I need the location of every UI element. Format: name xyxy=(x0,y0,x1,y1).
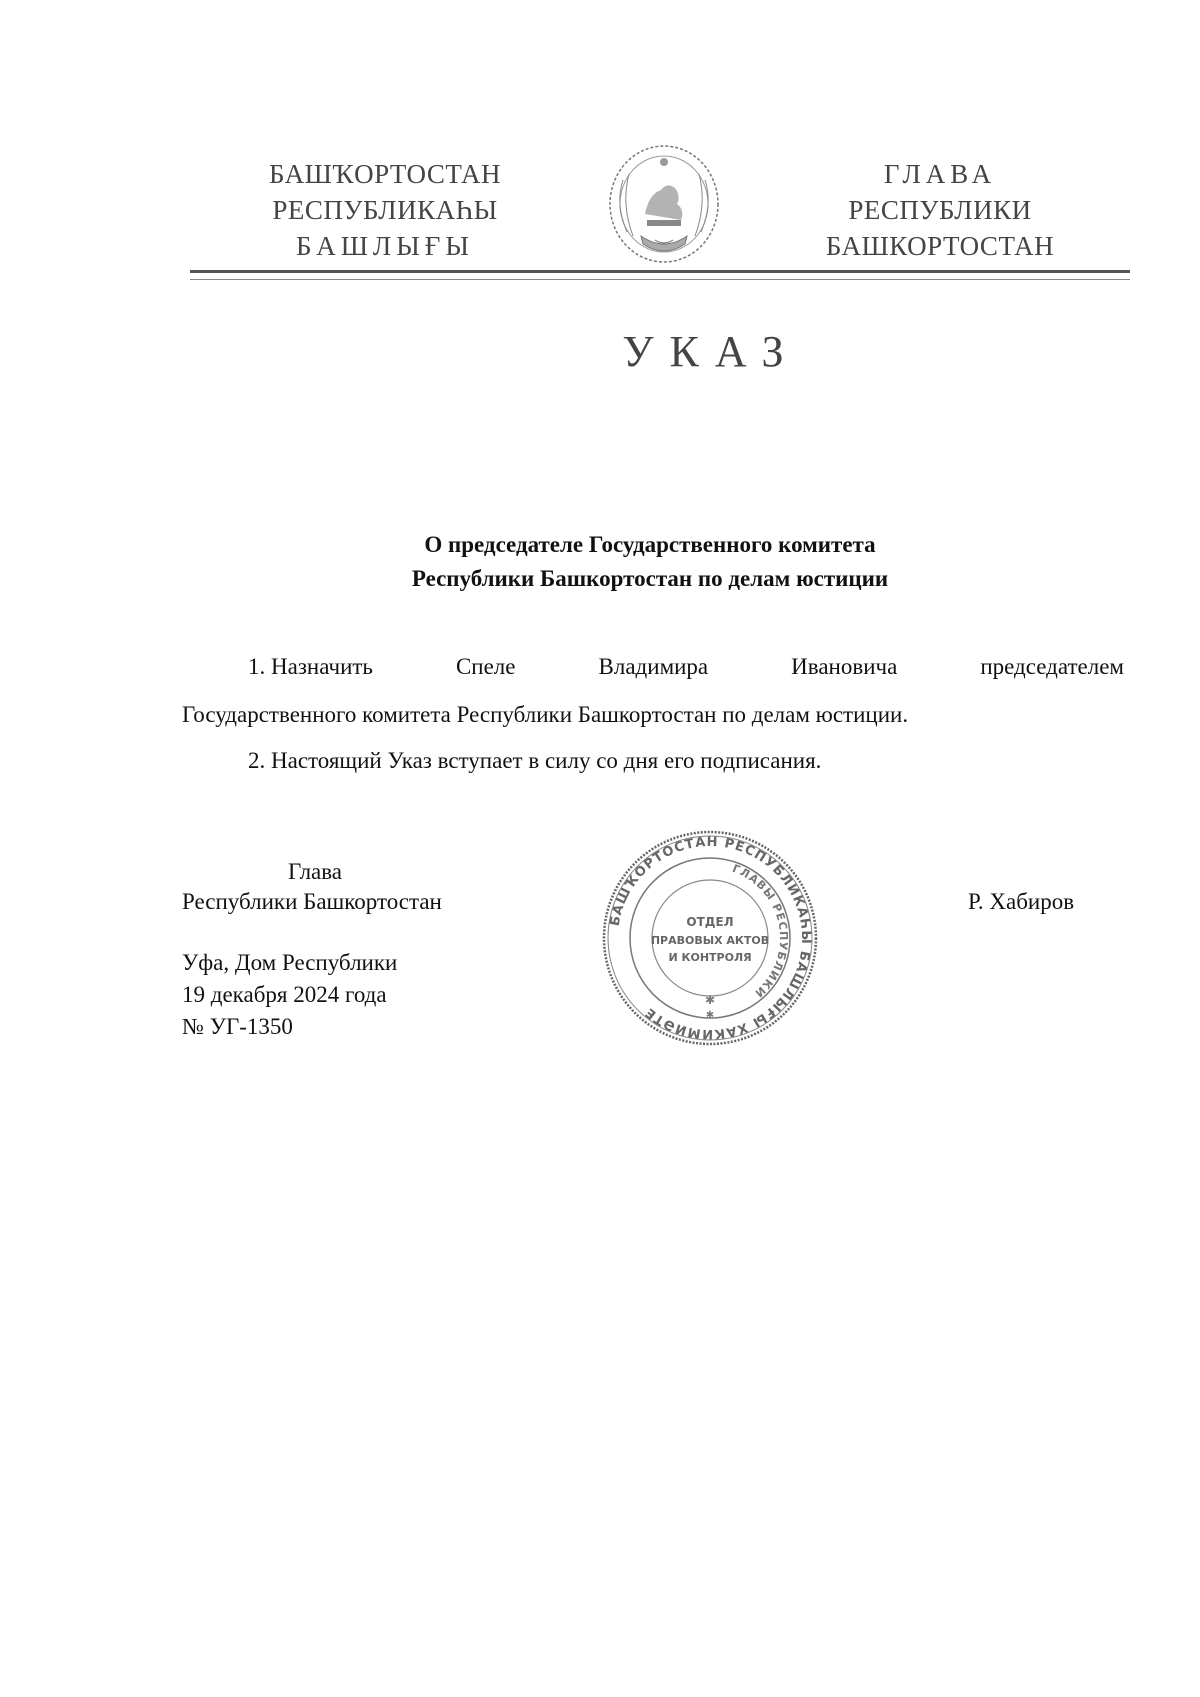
official-seal-stamp xyxy=(600,828,820,1048)
document-title xyxy=(320,528,980,596)
p1-word-3: Владимира xyxy=(598,654,709,679)
issue-place: Уфа, Дом Республики xyxy=(182,950,398,975)
signatory-name: Р. Хабиров xyxy=(968,889,1075,914)
seal-center-line-2: ПРАВОВЫХ АКТОВ xyxy=(650,934,770,947)
p1-word-2: Спеле xyxy=(455,654,516,679)
p1-word-1: 1. Назначить xyxy=(248,654,373,679)
seal-center-line-3: И КОНТРОЛЯ xyxy=(668,951,752,964)
header-left-bashkir xyxy=(235,156,535,264)
header-right-line-2: РЕСПУБЛИКИ xyxy=(848,195,1032,225)
document-number: № УГ-1350 xyxy=(182,1014,293,1039)
signatory-title-line-2: Республики Башкортостан xyxy=(182,889,442,914)
issue-date: 19 декабря 2024 года xyxy=(182,982,387,1007)
paragraph-1-line-1 xyxy=(182,654,1124,680)
seal-center-line-1: ОТДЕЛ xyxy=(686,915,734,929)
document-title-line-1: О председателе Государственного комитета xyxy=(424,532,876,557)
document-type-heading: УКАЗ xyxy=(622,327,800,376)
signatory-title-line-1: Глава xyxy=(288,859,343,884)
coat-of-arms-emblem-icon xyxy=(605,140,723,270)
header-divider-thick xyxy=(190,270,1130,273)
paragraph-1-line-2: Государственного комитета Республики Башкортостан по делам юстиции. xyxy=(182,702,909,727)
p1-word-4: Ивановича xyxy=(791,654,898,679)
p1-word-5: председателем xyxy=(980,654,1124,679)
header-left-line-2: РЕСПУБЛИКАҺЫ xyxy=(272,195,498,225)
seal-inner-text: ГЛАВЫ РЕСПУБЛИКИ xyxy=(730,861,791,1001)
header-right-russian xyxy=(790,156,1090,264)
header-right-line-3: БАШКОРТОСТАН xyxy=(825,231,1055,261)
header-divider-thin xyxy=(190,279,1130,280)
header-left-line-1: БАШҠОРТОСТАН xyxy=(268,159,502,189)
header-left-line-3: БАШЛЫҒЫ xyxy=(296,231,474,261)
seal-star-bottom-icon: ✱ xyxy=(704,993,716,1007)
header-right-line-1: ГЛАВА xyxy=(883,159,997,189)
seal-star-small-icon: ✱ xyxy=(705,1010,715,1021)
paragraph-2: 2. Настоящий Указ вступает в силу со дня его подписания. xyxy=(248,748,822,773)
document-title-line-2: Республики Башкортостан по делам юстиции xyxy=(411,566,889,591)
seal-outer-text: БАШҠОРТОСТАН РЕСПУБЛИКАҺЫ БАШЛЫҒЫ ХАКИМИӘТЕ xyxy=(607,834,814,1042)
